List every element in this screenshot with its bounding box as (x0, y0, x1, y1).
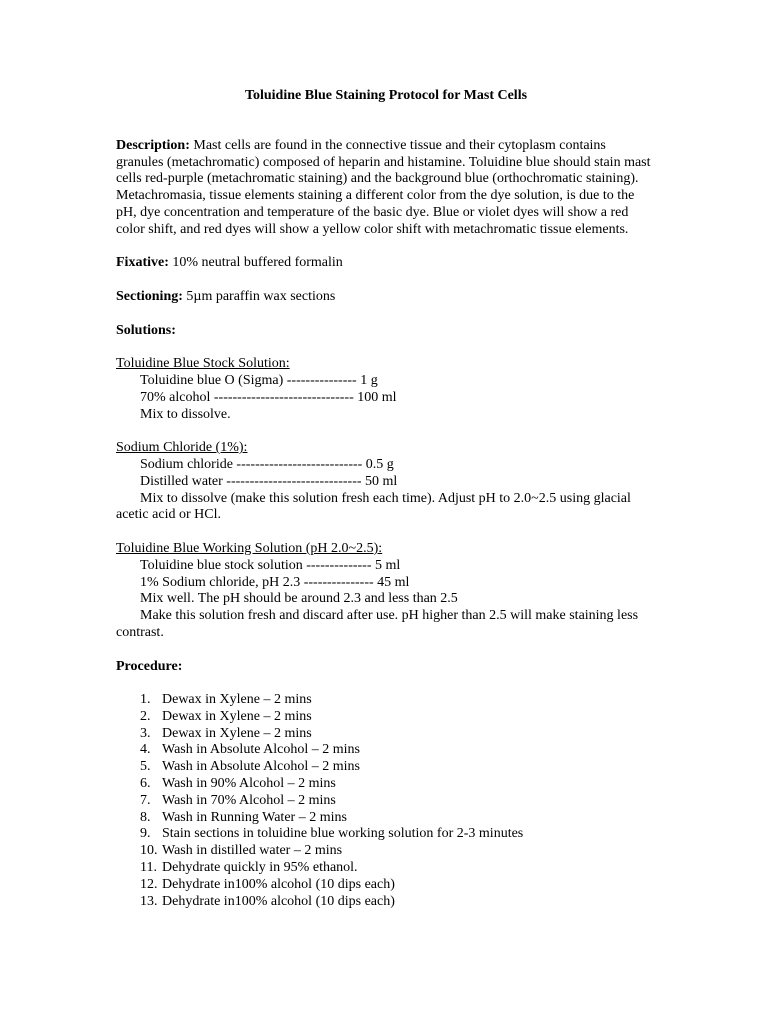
step-number: 9. (140, 826, 151, 842)
step-text: Dehydrate in100% alcohol (10 dips each) (162, 893, 395, 909)
procedure-heading: Procedure: (116, 658, 183, 674)
sectioning-text: 5µm paraffin wax sections (182, 288, 336, 304)
working-line: Toluidine blue stock solution -------------- 5 ml (140, 557, 401, 573)
step-number: 5. (140, 759, 151, 775)
document-body (116, 88, 656, 910)
step-text: Dehydrate in100% alcohol (10 dips each) (162, 876, 395, 892)
list-item (116, 860, 656, 877)
list-item (116, 843, 656, 860)
step-text: Wash in Absolute Alcohol – 2 mins (162, 742, 360, 758)
step-text: Wash in 90% Alcohol – 2 mins (162, 776, 336, 792)
list-item (116, 742, 656, 759)
working-note: Make this solution fresh and discard after use. pH higher than 2.5 will make staining less contrast. (116, 608, 639, 640)
working-line: 1% Sodium chloride, pH 2.3 --------------- 45 ml (140, 574, 410, 590)
step-number: 4. (140, 742, 151, 758)
description-text: Mast cells are found in the connective tissue and their cytoplasm contains granules (metachromatic) composed of heparin and histamine. Toluidine blue should stain mast cells red-purple (metachromatic staining) and the background blue (orthochromatic staining). Metachromasia, tissue elements staining a different color from the dye solution, is due to the pH, dye concentration and temperature of the basic dye. Blue or violet dyes will show a red color shift, and red dyes will show a yellow color shift with metachromatic tissue elements. (116, 137, 651, 237)
stock-solution-heading: Toluidine Blue Stock Solution: (116, 356, 290, 372)
step-text: Wash in distilled water – 2 mins (162, 843, 343, 859)
step-number: 8. (140, 809, 151, 825)
step-text: Dewax in Xylene – 2 mins (162, 708, 312, 724)
list-item (116, 810, 656, 827)
step-number: 13. (140, 893, 158, 909)
step-number: 12. (140, 876, 158, 892)
sodium-chloride-heading: Sodium Chloride (1%): (116, 440, 248, 456)
list-item (116, 692, 656, 709)
list-item (116, 726, 656, 743)
step-text: Wash in Absolute Alcohol – 2 mins (162, 759, 360, 775)
step-text: Stain sections in toluidine blue working solution for 2-3 minutes (162, 826, 524, 842)
sodium-chloride-line: Sodium chloride --------------------------- 0.5 g (140, 456, 394, 472)
sectioning-line (116, 289, 656, 306)
stock-line: Toluidine blue O (Sigma) --------------- 1 g (140, 372, 378, 388)
step-number: 10. (140, 843, 158, 859)
step-text: Wash in 70% Alcohol – 2 mins (162, 792, 336, 808)
step-number: 11. (140, 860, 157, 876)
description-label: Description: (116, 137, 190, 153)
fixative-line (116, 255, 656, 272)
sodium-chloride-note: Mix to dissolve (make this solution fresh each time). Adjust pH to 2.0~2.5 using glacial acetic acid or HCl. (116, 490, 631, 523)
list-item (116, 894, 656, 911)
list-item (116, 709, 656, 726)
step-text: Dewax in Xylene – 2 mins (162, 725, 312, 741)
step-number: 2. (140, 708, 151, 724)
step-number: 1. (140, 692, 151, 708)
list-item (116, 793, 656, 810)
sodium-chloride-line: Distilled water ----------------------------- 50 ml (140, 473, 398, 489)
fixative-text: 10% neutral buffered formalin (168, 255, 343, 271)
stock-line: 70% alcohol ------------------------------ 100 ml (140, 389, 397, 405)
step-text: Wash in Running Water – 2 mins (162, 809, 347, 825)
list-item (116, 776, 656, 793)
stock-line: Mix to dissolve. (140, 406, 231, 422)
list-item (116, 826, 656, 843)
working-line: Mix well. The pH should be around 2.3 and less than 2.5 (140, 591, 458, 607)
document-title: Toluidine Blue Staining Protocol for Mast Cells (244, 88, 528, 103)
working-solution-heading: Toluidine Blue Working Solution (pH 2.0~2.5): (116, 540, 383, 556)
solutions-heading: Solutions: (116, 322, 176, 338)
list-item (116, 759, 656, 776)
step-text: Dehydrate quickly in 95% ethanol. (162, 860, 358, 876)
step-number: 3. (140, 725, 151, 741)
description-paragraph (116, 138, 656, 239)
step-number: 7. (140, 792, 151, 808)
fixative-label: Fixative: (116, 255, 169, 271)
step-number: 6. (140, 776, 151, 792)
list-item (116, 877, 656, 894)
step-text: Dewax in Xylene – 2 mins (162, 692, 312, 708)
sectioning-label: Sectioning: (116, 288, 183, 304)
procedure-list (116, 692, 656, 910)
